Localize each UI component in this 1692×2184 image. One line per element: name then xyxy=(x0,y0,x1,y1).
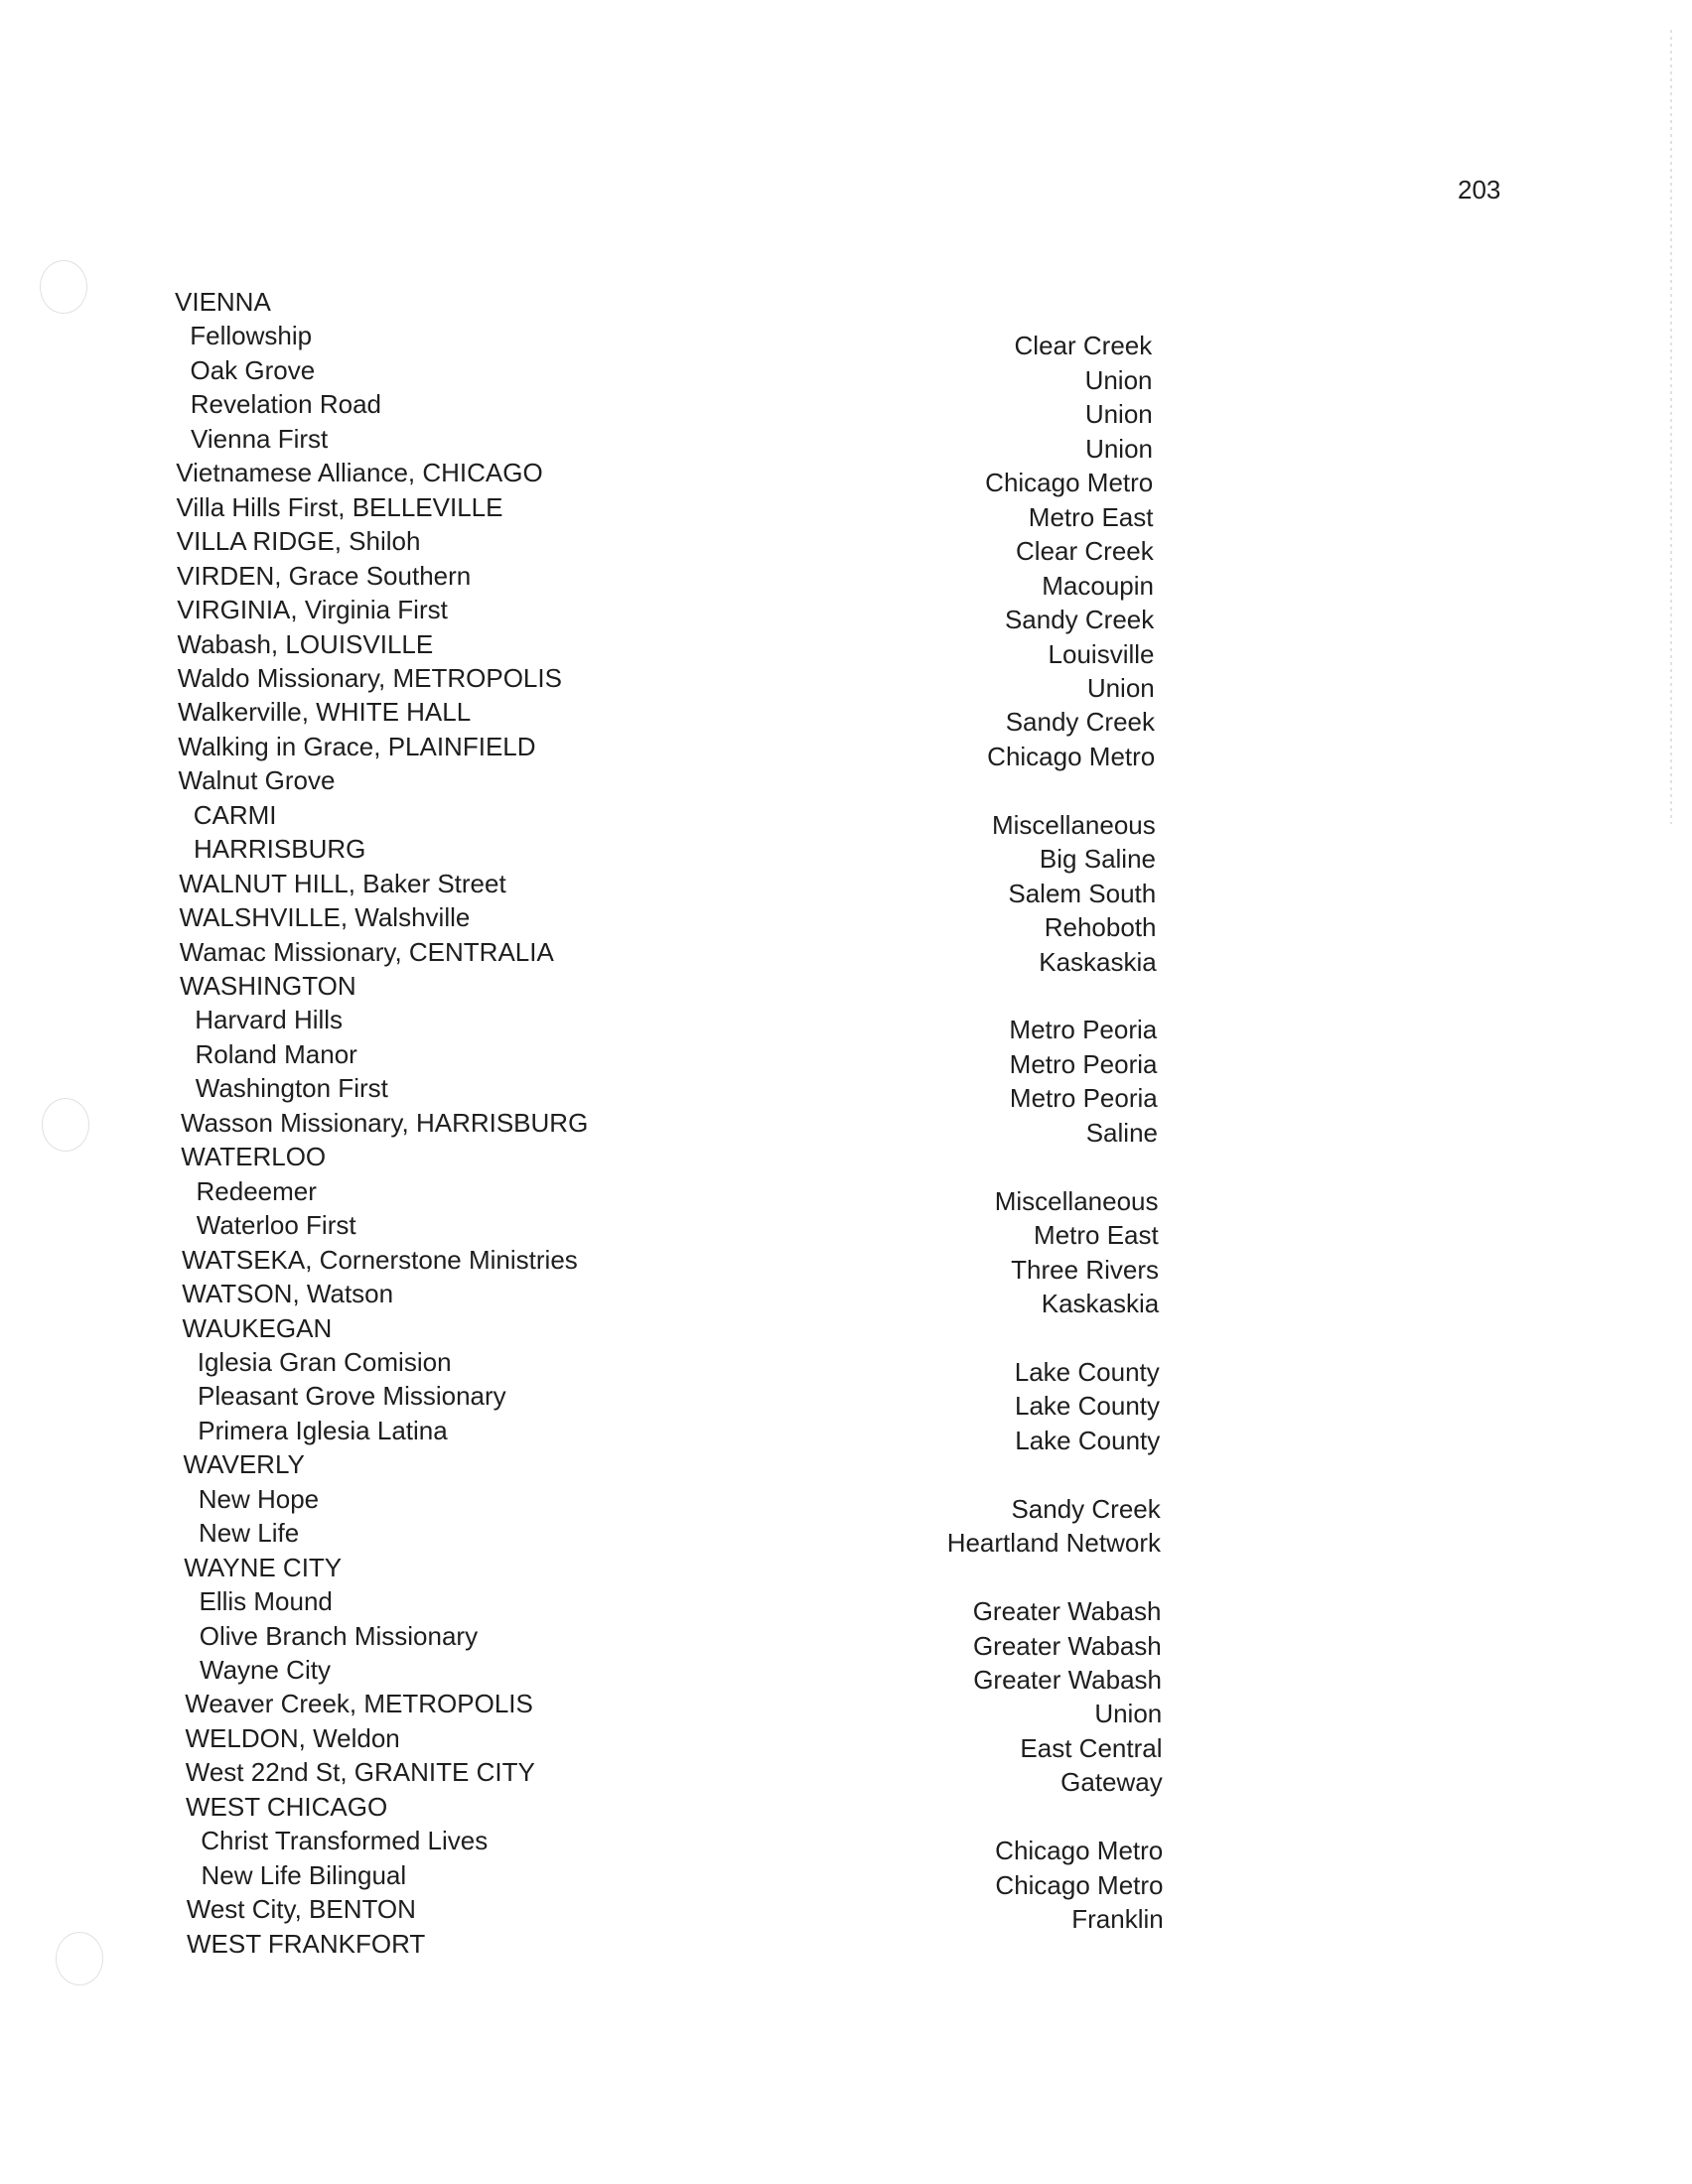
church-name: VIRDEN, Grace Southern xyxy=(177,560,472,591)
church-name: Vietnamese Alliance, CHICAGO xyxy=(176,458,543,488)
association-name: Miscellaneous xyxy=(992,809,1156,840)
church-name: Primera Iglesia Latina xyxy=(198,1415,448,1445)
church-name: Iglesia Gran Comision xyxy=(197,1346,452,1377)
list-item xyxy=(0,1448,1692,1483)
list-item xyxy=(0,525,1692,567)
church-name: Vienna First xyxy=(191,423,329,454)
church-name: Wabash, LOUISVILLE xyxy=(177,628,434,659)
list-item xyxy=(0,1552,1692,1586)
church-name: West 22nd St, GRANITE CITY xyxy=(185,1757,535,1788)
association-name: Metro Peoria xyxy=(1009,1015,1158,1045)
association-name: Miscellaneous xyxy=(994,1185,1159,1216)
association-name: Gateway xyxy=(1060,1767,1163,1798)
list-item xyxy=(0,970,1692,1005)
church-name: New Life Bilingual xyxy=(201,1859,407,1890)
list-item xyxy=(0,936,1692,977)
association-name: East Central xyxy=(1020,1732,1163,1763)
association-name: Metro East xyxy=(1028,501,1154,532)
list-item xyxy=(0,1825,1692,1866)
list-item xyxy=(0,1791,1692,1826)
church-name: Villa Hills First, BELLEVILLE xyxy=(176,491,503,522)
list-item xyxy=(0,1038,1692,1079)
list-item xyxy=(0,1278,1692,1319)
association-name: Chicago Metro xyxy=(995,1836,1164,1866)
list-item xyxy=(0,1209,1692,1251)
list-item xyxy=(0,1688,1692,1729)
list-item xyxy=(0,1244,1692,1285)
list-item xyxy=(0,1893,1692,1935)
association-name: Metro Peoria xyxy=(1009,1083,1158,1114)
page-number: 203 xyxy=(1458,175,1501,205)
church-name: Pleasant Grove Missionary xyxy=(198,1381,506,1412)
church-name: Christ Transformed Lives xyxy=(201,1826,489,1856)
list-item xyxy=(0,388,1692,430)
association-name: Franklin xyxy=(1071,1904,1164,1935)
church-name: HARRISBURG xyxy=(194,834,366,865)
church-name: VILLA RIDGE, Shiloh xyxy=(176,526,421,557)
church-name: Waterloo First xyxy=(196,1210,356,1241)
church-name: VIENNA xyxy=(175,287,271,317)
association-name: Chicago Metro xyxy=(987,741,1156,771)
church-name: WAVERLY xyxy=(183,1449,305,1480)
list-item xyxy=(0,457,1692,498)
list-item xyxy=(0,1072,1692,1114)
list-item xyxy=(0,868,1692,908)
church-name: Wayne City xyxy=(200,1655,331,1685)
church-name: Revelation Road xyxy=(190,389,381,420)
church-name: WAUKEGAN xyxy=(182,1312,333,1343)
church-name: Wasson Missionary, HARRISBURG xyxy=(181,1107,589,1138)
association-name: Louisville xyxy=(1048,638,1155,669)
church-name: WALSHVILLE, Walshville xyxy=(179,902,471,933)
church-name: Waldo Missionary, METROPOLIS xyxy=(177,662,562,693)
list-item xyxy=(0,1756,1692,1798)
association-name: Kaskaskia xyxy=(1039,946,1157,977)
association-name: Union xyxy=(1094,1699,1163,1729)
association-name: Greater Wabash xyxy=(972,1630,1162,1661)
association-name: Rehoboth xyxy=(1044,912,1157,943)
list-item xyxy=(0,628,1692,669)
church-name: Roland Manor xyxy=(195,1038,357,1069)
church-name: WELDON, Weldon xyxy=(185,1722,400,1753)
church-name: CARMI xyxy=(193,799,277,830)
list-item xyxy=(0,1654,1692,1695)
association-name: Kaskaskia xyxy=(1041,1289,1160,1319)
church-name: WATSEKA, Cornerstone Ministries xyxy=(182,1244,578,1275)
church-name: Weaver Creek, METROPOLIS xyxy=(185,1689,533,1719)
association-name: Sandy Creek xyxy=(1004,605,1155,635)
association-name: Chicago Metro xyxy=(985,468,1154,498)
list-item xyxy=(0,1380,1692,1422)
list-item xyxy=(0,1312,1692,1347)
church-name: WALNUT HILL, Baker Street xyxy=(179,868,506,898)
association-name: Chicago Metro xyxy=(995,1869,1164,1900)
list-item xyxy=(0,354,1692,395)
church-name: WEST FRANKFORT xyxy=(187,1928,426,1959)
list-item xyxy=(0,1517,1692,1559)
list-item xyxy=(0,731,1692,771)
church-name: Walking in Grace, PLAINFIELD xyxy=(178,731,536,761)
association-name: Greater Wabash xyxy=(972,1596,1162,1627)
list-item xyxy=(0,1107,1692,1148)
list-item xyxy=(0,764,1692,799)
association-name: Greater Wabash xyxy=(973,1665,1162,1695)
church-name: Olive Branch Missionary xyxy=(199,1620,479,1651)
list-item xyxy=(0,833,1692,875)
association-name: Sandy Creek xyxy=(1011,1493,1161,1524)
association-name: Union xyxy=(1084,364,1153,395)
church-name: Ellis Mound xyxy=(199,1586,333,1617)
church-name: WATERLOO xyxy=(181,1142,327,1172)
list-item xyxy=(0,1141,1692,1175)
list-item xyxy=(0,491,1692,532)
list-item xyxy=(0,1620,1692,1661)
church-name: West City, BENTON xyxy=(186,1894,416,1925)
list-item xyxy=(0,1859,1692,1900)
church-name: WATSON, Watson xyxy=(182,1279,394,1309)
association-name: Union xyxy=(1086,672,1155,703)
list-item xyxy=(0,1004,1692,1045)
list-item xyxy=(0,1346,1692,1387)
list-item xyxy=(0,1415,1692,1455)
list-item xyxy=(0,696,1692,738)
church-name: Wamac Missionary, CENTRALIA xyxy=(179,936,554,967)
church-name: WEST CHICAGO xyxy=(186,1791,388,1822)
association-name: Sandy Creek xyxy=(1005,707,1155,738)
association-name: Metro East xyxy=(1034,1220,1159,1251)
association-name: Union xyxy=(1085,433,1153,464)
association-name: Clear Creek xyxy=(1016,536,1154,567)
list-item xyxy=(0,1928,1692,1963)
association-name: Macoupin xyxy=(1042,570,1154,601)
church-name: WASHINGTON xyxy=(180,971,356,1001)
association-name: Union xyxy=(1084,399,1153,430)
association-name: Lake County xyxy=(1014,1356,1160,1387)
church-name: VIRGINIA, Virginia First xyxy=(177,595,448,625)
list-item xyxy=(0,423,1692,464)
church-name: Washington First xyxy=(195,1073,388,1104)
association-name: Big Saline xyxy=(1039,844,1156,875)
list-item xyxy=(0,901,1692,943)
church-name: Harvard Hills xyxy=(195,1005,344,1035)
list-item xyxy=(0,560,1692,601)
list-item xyxy=(0,286,1692,321)
association-name: Saline xyxy=(1085,1117,1158,1148)
association-name: Lake County xyxy=(1015,1425,1161,1455)
church-name: Walnut Grove xyxy=(178,765,336,796)
list-item xyxy=(0,594,1692,635)
list-item xyxy=(0,1175,1692,1216)
list-item xyxy=(0,799,1692,840)
association-name: Clear Creek xyxy=(1014,331,1153,361)
church-name: WAYNE CITY xyxy=(184,1552,343,1582)
list-item xyxy=(0,1483,1692,1524)
church-name: Oak Grove xyxy=(190,354,316,385)
list-item xyxy=(0,662,1692,703)
association-name: Heartland Network xyxy=(946,1528,1161,1559)
list-item xyxy=(0,1585,1692,1627)
list-item xyxy=(0,1722,1692,1763)
association-name: Three Rivers xyxy=(1011,1254,1159,1285)
list-item xyxy=(0,320,1692,361)
church-name: New Hope xyxy=(198,1483,320,1514)
church-name: New Life xyxy=(199,1518,300,1549)
association-name: Lake County xyxy=(1015,1391,1160,1422)
association-name: Salem South xyxy=(1008,878,1157,908)
church-name: Redeemer xyxy=(196,1175,317,1206)
church-name: Walkerville, WHITE HALL xyxy=(178,697,472,728)
church-name: Fellowship xyxy=(190,321,313,351)
association-name: Metro Peoria xyxy=(1009,1048,1158,1079)
